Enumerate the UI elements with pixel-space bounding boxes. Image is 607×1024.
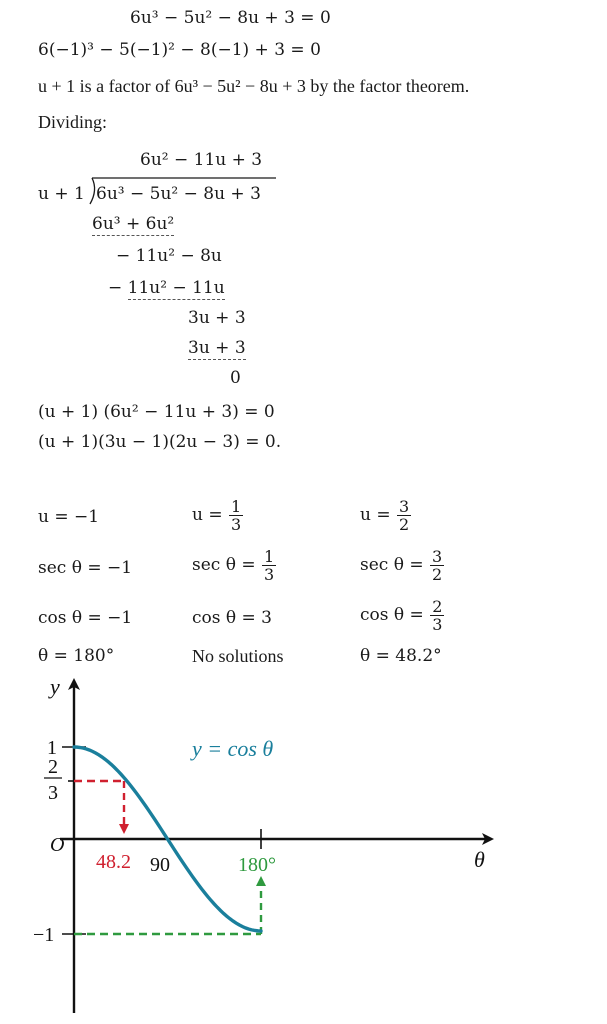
division-dividend: 6u³ − 5u² − 8u + 3 xyxy=(96,184,261,204)
tick-label-neg1: −1 xyxy=(33,924,55,946)
y-axis-label: y xyxy=(50,674,60,699)
curve-label: y = cos θ xyxy=(192,736,274,761)
division-subtract-3: 3u + 3 xyxy=(188,338,246,358)
factor-theorem-statement: u + 1 is a factor of 6u³ − 5u² − 8u + 3 by the factor theorem. xyxy=(38,76,470,96)
case2-sec: sec θ = $\frac{1}{3}$ xyxy=(192,547,275,584)
tick-label-2-num: 2 xyxy=(48,756,58,778)
division-remainder-2: 3u + 3 xyxy=(188,308,246,328)
case3-cos: cos θ = $\frac{2}{3}$ xyxy=(360,597,443,634)
equation-line-2: 6(−1)³ − 5(−1)² − 8(−1) + 3 = 0 xyxy=(38,40,321,60)
dividing-label: Dividing: xyxy=(38,112,108,132)
case3-sec: sec θ = $\frac{3}{2}$ xyxy=(360,547,443,584)
label-90: 90 xyxy=(150,854,170,876)
case1-sec: sec θ = −1 xyxy=(38,558,133,578)
origin-label: O xyxy=(50,834,65,856)
case2-u: u = $\frac{1}{3}$ xyxy=(192,497,242,534)
division-quotient: 6u² − 11u + 3 xyxy=(140,150,263,170)
case2-cos: cos θ = 3 xyxy=(192,608,272,628)
equation-line-1: 6u³ − 5u² − 8u + 3 = 0 xyxy=(130,8,331,28)
tick-label-1: 1 xyxy=(47,737,57,759)
case1-u: u = −1 xyxy=(38,507,100,527)
case2-theta: No solutions xyxy=(192,646,284,666)
factorised-line-1: (u + 1) (6u² − 11u + 3) = 0 xyxy=(38,402,275,422)
label-180: 180° xyxy=(238,854,276,876)
division-final-remainder: 0 xyxy=(230,368,241,388)
case3-theta: θ = 48.2° xyxy=(360,646,442,666)
tick-label-3-den: 3 xyxy=(48,782,58,804)
cosine-graph xyxy=(0,668,607,1018)
label-48-2: 48.2 xyxy=(96,851,131,873)
case3-u: u = $\frac{3}{2}$ xyxy=(360,497,410,534)
division-divisor: u + 1 xyxy=(38,184,85,204)
division-subtract-2: − 11u² − 11u xyxy=(108,278,225,298)
factorised-line-2: (u + 1)(3u − 1)(2u − 3) = 0. xyxy=(38,432,282,452)
division-subtract-1: 6u³ + 6u² xyxy=(92,214,175,234)
case1-theta: θ = 180° xyxy=(38,646,115,666)
x-axis-label: θ xyxy=(474,847,485,872)
division-remainder-1: − 11u² − 8u xyxy=(116,246,222,266)
case1-cos: cos θ = −1 xyxy=(38,608,133,628)
